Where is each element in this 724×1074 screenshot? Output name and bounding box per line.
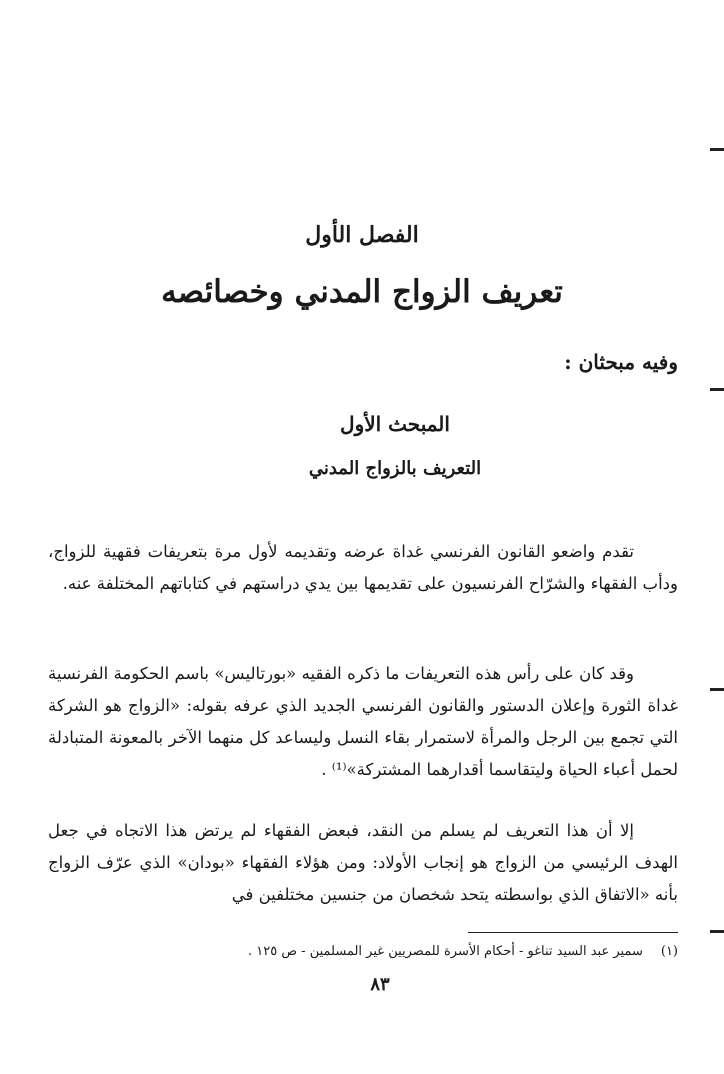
intro-line: وفيه مبحثان : xyxy=(564,350,678,374)
paragraph-2 xyxy=(48,658,678,786)
page-edge-mark xyxy=(710,930,724,933)
chapter-label: الفصل الأول xyxy=(305,222,419,248)
paragraph-line: «الزواج هو الشركة التي تجمع بين الرجل والمرأة لاستمرار بقاء النسل وليساعد كل xyxy=(48,696,678,747)
page-edge-mark xyxy=(710,688,724,691)
paragraph-line: للزواج، ودأب الفقهاء والشرّاح الفرنسيون على تقديمها بين يدي دراستهم في xyxy=(48,542,678,593)
paragraph-line: إلا أن هذا التعريف لم يسلم من النقد، فبعض الفقهاء لم يرتض هذا الاتجاه xyxy=(115,821,635,840)
paragraph-3 xyxy=(48,815,678,911)
paragraph-line: منهما الآخر بالمعونة المتبادلة لحمل أعباء الحياة وليتقاسما أقدارهما المشتركة»⁽¹⁾ . xyxy=(48,728,678,779)
page-edge-mark xyxy=(710,148,724,151)
page-number: ٨٣ xyxy=(370,974,390,995)
footnote-marker: (١) xyxy=(660,944,678,959)
footnote-divider xyxy=(468,932,678,933)
paragraph-line: تقدم واضعو القانون الفرنسي غداة عرضه وتقديمه لأول مرة بتعريفات فقهية xyxy=(103,542,635,561)
paragraph-line: الفرنسية غداة الثورة وإعلان الدستور والقانون الفرنسي الجديد الذي عرفه بقوله: xyxy=(48,664,678,715)
paragraph-line: كتاباتهم المختلفة عنه. xyxy=(62,574,211,593)
chapter-title: تعريف الزواج المدني وخصائصه xyxy=(161,274,563,310)
footnote xyxy=(248,942,678,962)
paragraph-line: الذي عرّف الزواج بأنه «الاتفاق الذي بواسطته يتحد شخصان من جنسين مختلفين في xyxy=(48,853,678,904)
page-edge-mark xyxy=(710,388,724,391)
paragraph-line: وقد كان على رأس هذه التعريفات ما ذكره الفقيه «بورتاليس» باسم الحكومة xyxy=(113,664,634,683)
section-subheading: التعريف بالزواج المدني xyxy=(308,458,482,479)
paragraph-line: في جعل الهدف الرئيسي من الزواج هو إنجاب الأولاد: ومن هؤلاء الفقهاء «بودان» xyxy=(48,821,678,872)
footnote-text: سمير عبد السيد تناغو - أحكام الأسرة للمصريين غير المسلمين - ص ١٢٥ . xyxy=(247,944,643,959)
section-heading: المبحث الأول xyxy=(340,412,450,436)
paragraph-1 xyxy=(48,536,678,600)
